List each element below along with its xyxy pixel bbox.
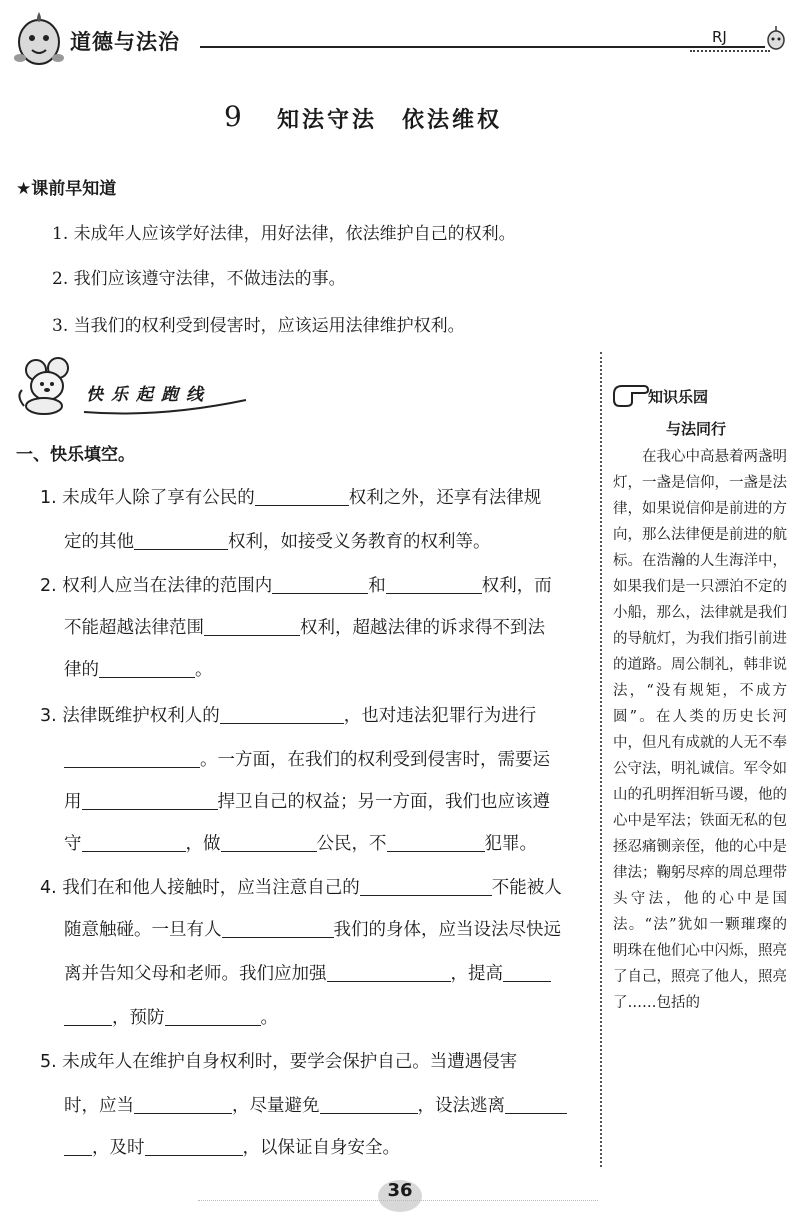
preview-item: 2. 我们应该遵守法律，不做违法的事。	[52, 269, 346, 289]
question-5-line-1	[40, 1048, 517, 1073]
question-4-line-4	[64, 1004, 278, 1029]
question-4-line-2	[64, 916, 561, 941]
question-text: ，及时	[92, 1138, 145, 1158]
question-text: 。一方面，在我们的权利受到侵害时，需要运	[200, 750, 550, 770]
question-3-line-2	[64, 746, 550, 771]
answer-blank[interactable]	[99, 660, 195, 679]
mascot-logo-icon	[12, 8, 66, 70]
header-rule	[200, 46, 765, 48]
question-text: 权利，如接受义务教育的权利等。	[228, 532, 491, 552]
answer-blank[interactable]	[272, 576, 368, 595]
answer-blank[interactable]	[82, 792, 218, 811]
question-text: ，预防	[112, 1008, 165, 1028]
question-text: 公民，不	[316, 834, 387, 854]
answer-blank[interactable]	[503, 964, 551, 983]
question-text: 5. 未成年人在维护自身权利时，要学会保护自己。当遭遇侵害	[40, 1052, 518, 1072]
answer-blank[interactable]	[221, 834, 317, 853]
question-2-line-1	[40, 572, 552, 597]
exercise-heading: 一、快乐填空。	[16, 445, 135, 465]
question-3-line-3	[64, 788, 550, 813]
answer-blank[interactable]	[255, 488, 349, 507]
answer-blank[interactable]	[222, 920, 334, 939]
answer-blank[interactable]	[64, 1138, 92, 1157]
fun-section-title: 快乐起跑线	[86, 385, 211, 405]
answer-blank[interactable]	[64, 750, 200, 769]
preview-heading: ★课前早知道	[16, 179, 117, 199]
header-dotted-rule	[690, 50, 770, 52]
question-text: 不能超越法律范围	[64, 618, 204, 638]
lesson-title: 知法守法 依法维权	[277, 108, 503, 133]
question-text: ，也对违法犯罪行为进行	[343, 706, 537, 726]
question-text: 犯罪。	[484, 834, 537, 854]
question-5-line-2	[64, 1092, 567, 1117]
question-text: 不能被人	[491, 878, 562, 898]
mouse-mascot-icon	[14, 356, 84, 416]
answer-blank[interactable]	[82, 834, 186, 853]
answer-blank[interactable]	[320, 1096, 418, 1115]
question-text: 定的其他	[64, 532, 134, 552]
small-mascot-icon	[764, 24, 788, 52]
answer-blank[interactable]	[64, 1008, 112, 1027]
answer-blank[interactable]	[134, 1096, 232, 1115]
answer-blank[interactable]	[387, 834, 485, 853]
question-text: ，做	[185, 834, 221, 854]
question-4-line-3	[64, 960, 551, 985]
question-text: 和	[368, 576, 386, 596]
sidebar-label: 知识乐园	[648, 388, 709, 406]
question-text: 律的	[64, 660, 99, 680]
question-text: 。	[260, 1008, 278, 1028]
edition-badge: RJ	[712, 28, 727, 46]
question-text: 离并告知父母和老师。我们应加强	[64, 964, 327, 984]
answer-blank[interactable]	[220, 706, 344, 725]
question-text: ，尽量避免	[232, 1096, 320, 1116]
question-3-line-1	[40, 702, 536, 727]
question-5-line-3	[64, 1134, 400, 1159]
pointing-hand-icon	[610, 380, 650, 408]
question-text: 守	[64, 834, 82, 854]
question-text: 用	[64, 792, 82, 812]
sidebar-body: 在我心中高悬着两盏明灯，一盏是信仰，一盏是法律，如果说信仰是前进的方向，那么法律便是前进的航标。在浩瀚的人生海洋中，如果我们是一只漂泊不定的小船，那么，法律就是我们的导航灯，为我们指引前进的道路。周公制礼，韩非说法，“没有规矩，不成方圆”。在人类的历史长河中，但凡有成就的人无不奉公守法，明礼诚信。军令如山的孔明挥泪斩马谡，他的心中是军法；铁面无私的包拯忍痛铡亲侄，他的心中是律法；鞠躬尽瘁的周总理带头守法，他的心中是国法。“法”犹如一颗璀璨的明珠在他们心中闪烁，照亮了自己，照亮了他人，照亮了……包括的	[613, 449, 787, 1011]
sidebar-divider	[600, 352, 602, 1167]
page-number: 36	[387, 1180, 413, 1201]
answer-blank[interactable]	[327, 964, 451, 983]
question-text: ，设法逃离	[417, 1096, 505, 1116]
question-text: 。	[195, 660, 213, 680]
question-text: 3. 法律既维护权利人的	[40, 706, 220, 726]
question-text: 随意触碰。一旦有人	[64, 920, 222, 940]
question-text: 权利，而	[481, 576, 552, 596]
question-4-line-1	[40, 874, 562, 899]
question-2-line-3	[64, 656, 213, 681]
question-text: 2. 权利人应当在法律的范围内	[40, 576, 273, 596]
question-text: 权利之外，还享有法律规	[348, 488, 542, 508]
footer-faint-rule	[198, 1200, 598, 1201]
answer-blank[interactable]	[165, 1008, 261, 1027]
question-text: 我们的身体，应当设法尽快远	[333, 920, 561, 940]
answer-blank[interactable]	[360, 878, 492, 897]
question-text: 4. 我们在和他人接触时，应当注意自己的	[40, 878, 360, 898]
answer-blank[interactable]	[145, 1138, 243, 1157]
sidebar-title: 与法同行	[666, 420, 727, 438]
answer-blank[interactable]	[386, 576, 482, 595]
answer-blank[interactable]	[134, 532, 228, 551]
subject-title: 道德与法治	[70, 30, 180, 54]
question-2-line-2	[64, 614, 545, 639]
answer-blank[interactable]	[505, 1096, 567, 1115]
question-3-line-4	[64, 830, 537, 855]
question-text: 捍卫自己的权益；另一方面，我们也应该遵	[217, 792, 550, 812]
answer-blank[interactable]	[204, 618, 300, 637]
question-text: ，以保证自身安全。	[242, 1138, 400, 1158]
question-1-line-1	[40, 484, 541, 509]
preview-item: 3. 当我们的权利受到侵害时，应该运用法律维护权利。	[52, 316, 465, 336]
question-text: 1. 未成年人除了享有公民的	[40, 488, 255, 508]
lesson-number: 9	[224, 100, 242, 133]
question-text: 权利，超越法律的诉求得不到法	[300, 618, 545, 638]
question-1-line-2	[64, 528, 491, 553]
question-text: ，提高	[450, 964, 503, 984]
preview-item: 1. 未成年人应该学好法律，用好法律，依法维护自己的权利。	[52, 224, 516, 244]
question-text: 时，应当	[64, 1096, 134, 1116]
